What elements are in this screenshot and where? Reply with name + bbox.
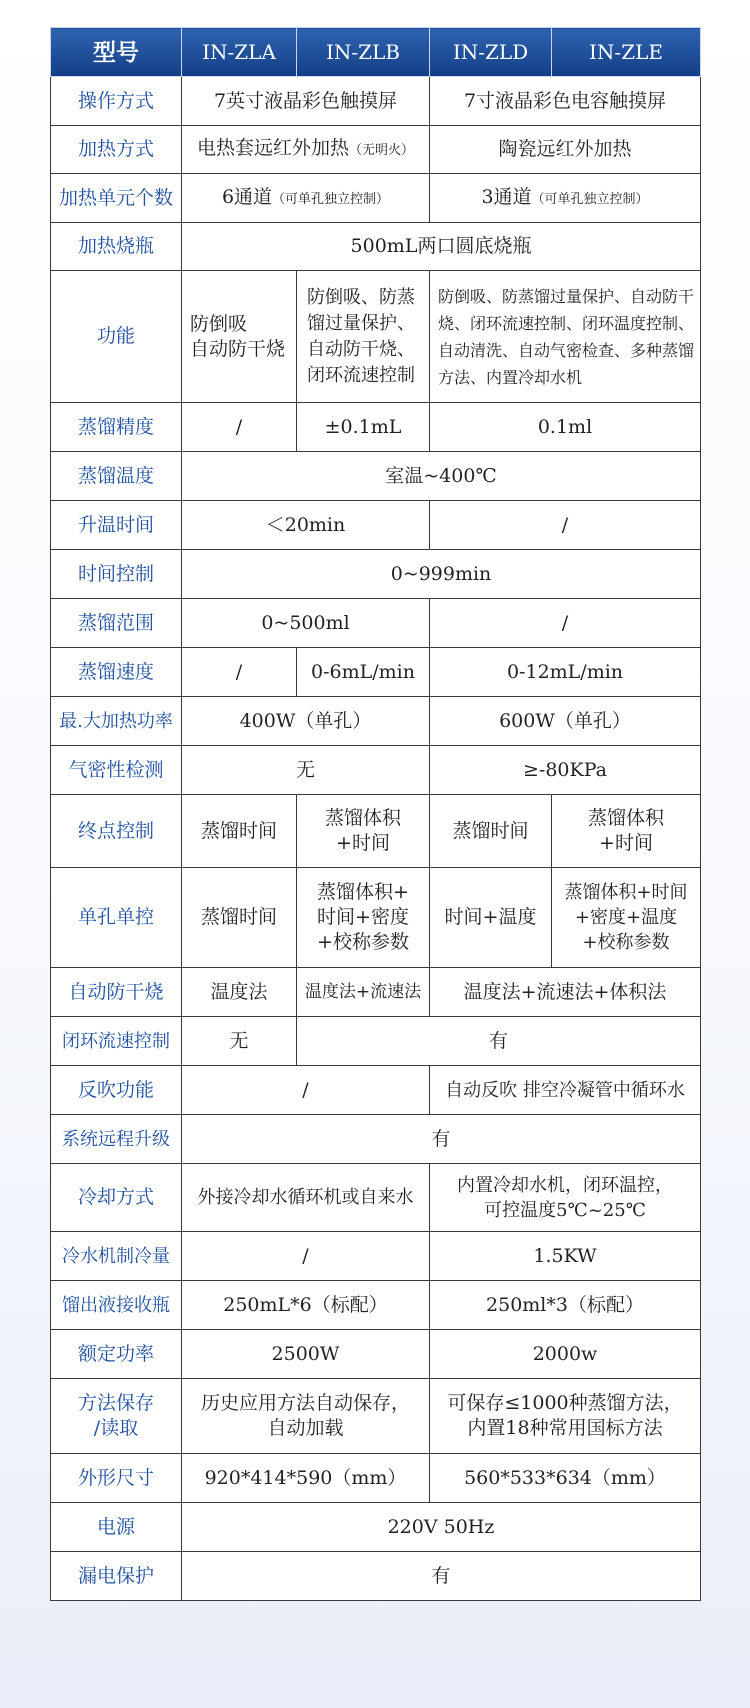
- value-cell: 蒸馏时间: [182, 795, 297, 868]
- value-note: （可单孔独立控制）: [531, 191, 649, 207]
- value-cell: /: [430, 599, 701, 648]
- value-cell: [182, 126, 430, 174]
- value-cell: 无: [182, 1017, 297, 1066]
- row-single: [51, 868, 701, 968]
- row-label: 自动防干烧: [51, 968, 182, 1017]
- model-header-zlb: IN-ZLB: [297, 28, 430, 77]
- value-cell: 7英寸液晶彩色触摸屏: [182, 77, 430, 126]
- label-line: 方法保存: [77, 1392, 154, 1414]
- value-cell: [552, 795, 701, 868]
- row-label: 加热单元个数: [51, 174, 182, 223]
- value-line: 自动加载: [267, 1417, 344, 1439]
- row-receiver: [51, 1281, 701, 1330]
- row-range: [51, 599, 701, 648]
- row-speed: [51, 648, 701, 697]
- row-label: 气密性检测: [51, 746, 182, 795]
- value-cell: 250mL*6（标配）: [182, 1281, 430, 1330]
- row-label: 蒸馏温度: [51, 452, 182, 501]
- value-cell: 时间+温度: [430, 868, 552, 968]
- row-label: 升温时间: [51, 501, 182, 550]
- row-leakage: [51, 1552, 701, 1601]
- row-label: 最.大加热功率: [51, 697, 182, 746]
- value-line: 内置冷却水机，闭环温控，: [457, 1174, 673, 1196]
- value-cell: 220V 50Hz: [182, 1503, 701, 1552]
- row-rated: [51, 1330, 701, 1379]
- value-cell: /: [182, 403, 297, 452]
- row-label: 电源: [51, 1503, 182, 1552]
- value-cell: 温度法+流速法: [297, 968, 430, 1017]
- value-cell: 0~500ml: [182, 599, 430, 648]
- value-cell: [297, 795, 430, 868]
- model-header-zle: IN-ZLE: [552, 28, 701, 77]
- row-airtight: [51, 746, 701, 795]
- row-temp: [51, 452, 701, 501]
- row-dimensions: [51, 1454, 701, 1503]
- row-power-max: [51, 697, 701, 746]
- row-label: 冷水机制冷量: [51, 1232, 182, 1281]
- value-line: 历史应用方法自动保存，: [200, 1392, 410, 1414]
- model-header-zla: IN-ZLA: [182, 28, 297, 77]
- value-cell: 7寸液晶彩色电容触摸屏: [430, 77, 701, 126]
- row-precision: [51, 403, 701, 452]
- value-line: 蒸馏体积+时间: [564, 882, 688, 903]
- value-cell: 室温~400℃: [182, 452, 701, 501]
- value-cell: 250ml*3（标配）: [430, 1281, 701, 1330]
- value-line: 自动防干烧: [190, 337, 286, 360]
- value-line: 时间+密度: [317, 906, 409, 928]
- value-cell: 陶瓷远红外加热: [430, 126, 701, 174]
- label-line: /读取: [93, 1417, 139, 1439]
- row-chiller: [51, 1232, 701, 1281]
- row-heating: [51, 126, 701, 174]
- row-label: 单孔单控: [51, 868, 182, 968]
- row-label: 时间控制: [51, 550, 182, 599]
- value-cell: /: [430, 501, 701, 550]
- value-cell: 500mL两口圆底烧瓶: [182, 223, 701, 271]
- row-operation: [51, 77, 701, 126]
- row-label: 漏电保护: [51, 1552, 182, 1601]
- row-label: 闭环流速控制: [51, 1017, 182, 1066]
- value-main: 3通道: [481, 185, 532, 208]
- row-label: 加热烧瓶: [51, 223, 182, 271]
- spec-table: [50, 27, 701, 1601]
- row-label: 蒸馏范围: [51, 599, 182, 648]
- row-flask: [51, 223, 701, 271]
- value-line: 内置18种常用国标方法: [467, 1417, 663, 1439]
- value-cell: 400W（单孔）: [182, 697, 430, 746]
- model-header-zld: IN-ZLD: [430, 28, 552, 77]
- row-endpoint: [51, 795, 701, 868]
- value-cell: 蒸馏时间: [430, 795, 552, 868]
- value-cell: 0~999min: [182, 550, 701, 599]
- value-cell: [430, 174, 701, 223]
- row-rise: [51, 501, 701, 550]
- row-label: 冷却方式: [51, 1164, 182, 1232]
- value-cell: 2000w: [430, 1330, 701, 1379]
- row-backflush: [51, 1066, 701, 1115]
- value-cell: 蒸馏时间: [182, 868, 297, 968]
- model-header: 型号: [51, 28, 182, 77]
- row-label: 终点控制: [51, 795, 182, 868]
- value-cell: ≥-80KPa: [430, 746, 701, 795]
- value-cell: 0-6mL/min: [297, 648, 430, 697]
- value-cell: 有: [182, 1115, 701, 1164]
- value-cell: 外接冷却水循环机或自来水: [182, 1164, 430, 1232]
- value-cell: /: [182, 648, 297, 697]
- value-cell: 0-12mL/min: [430, 648, 701, 697]
- value-cell: 有: [297, 1017, 701, 1066]
- row-remote: [51, 1115, 701, 1164]
- value-main: 6通道: [221, 185, 273, 208]
- value-cell: 600W（单孔）: [430, 697, 701, 746]
- value-line: +密度+温度: [574, 907, 678, 928]
- row-label: 外形尺寸: [51, 1454, 182, 1503]
- value-line: 防倒吸: [190, 312, 248, 335]
- value-cell: [182, 271, 297, 403]
- value-note: （可单孔独立控制）: [272, 191, 390, 207]
- row-label: 反吹功能: [51, 1066, 182, 1115]
- value-note: （无明火）: [349, 143, 415, 158]
- row-units: [51, 174, 701, 223]
- value-cell: 920*414*590（mm）: [182, 1454, 430, 1503]
- row-supply: [51, 1503, 701, 1552]
- row-label: 蒸馏精度: [51, 403, 182, 452]
- value-cell: /: [182, 1232, 430, 1281]
- value-line: +校称参数: [582, 932, 670, 953]
- value-cell: 2500W: [182, 1330, 430, 1379]
- row-dryburn: [51, 968, 701, 1017]
- value-cell: 有: [182, 1552, 701, 1601]
- value-cell: [552, 868, 701, 968]
- row-label: [51, 1379, 182, 1454]
- value-cell: 防倒吸、防蒸馏过量保护、自动防干烧、闭环流速控制: [297, 271, 430, 403]
- value-main: 电热套远红外加热: [196, 137, 349, 159]
- value-cell: 0.1ml: [430, 403, 701, 452]
- value-cell: [430, 1164, 701, 1232]
- row-label: 馏出液接收瓶: [51, 1281, 182, 1330]
- value-line: 蒸馏体积: [587, 807, 664, 829]
- value-cell: /: [182, 1066, 430, 1115]
- value-cell: [182, 174, 430, 223]
- row-methods: [51, 1379, 701, 1454]
- row-function: [51, 271, 701, 403]
- value-line: +时间: [336, 832, 390, 854]
- row-cooling: [51, 1164, 701, 1232]
- value-cell: 温度法+流速法+体积法: [430, 968, 701, 1017]
- value-line: 蒸馏体积+: [317, 881, 409, 903]
- value-cell: ±0.1mL: [297, 403, 430, 452]
- row-label: 蒸馏速度: [51, 648, 182, 697]
- row-label: 额定功率: [51, 1330, 182, 1379]
- value-cell: 温度法: [182, 968, 297, 1017]
- row-closed-loop: [51, 1017, 701, 1066]
- row-time-control: [51, 550, 701, 599]
- value-cell: 防倒吸、防蒸馏过量保护、自动防干烧、闭环流速控制、闭环温度控制、自动清洗、自动气密检查、多种蒸馏方法、内置冷却水机: [430, 271, 701, 403]
- value-cell: 1.5KW: [430, 1232, 701, 1281]
- header-row: [51, 28, 701, 77]
- value-cell: [182, 1379, 430, 1454]
- value-cell: 无: [182, 746, 430, 795]
- value-line: +校称参数: [317, 931, 409, 953]
- row-label: 加热方式: [51, 126, 182, 174]
- value-line: 可控温度5℃~25℃: [484, 1199, 646, 1221]
- row-label: 功能: [51, 271, 182, 403]
- row-label: 系统远程升级: [51, 1115, 182, 1164]
- value-line: 蒸馏体积: [324, 807, 401, 829]
- value-cell: [297, 868, 430, 968]
- value-cell: 560*533*634（mm）: [430, 1454, 701, 1503]
- value-cell: ＜20min: [182, 501, 430, 550]
- value-cell: [430, 1379, 701, 1454]
- value-line: 可保存≤1000种蒸馏方法，: [447, 1392, 683, 1414]
- value-cell: 自动反吹 排空冷凝管中循环水: [430, 1066, 701, 1115]
- value-line: +时间: [599, 832, 653, 854]
- row-label: 操作方式: [51, 77, 182, 126]
